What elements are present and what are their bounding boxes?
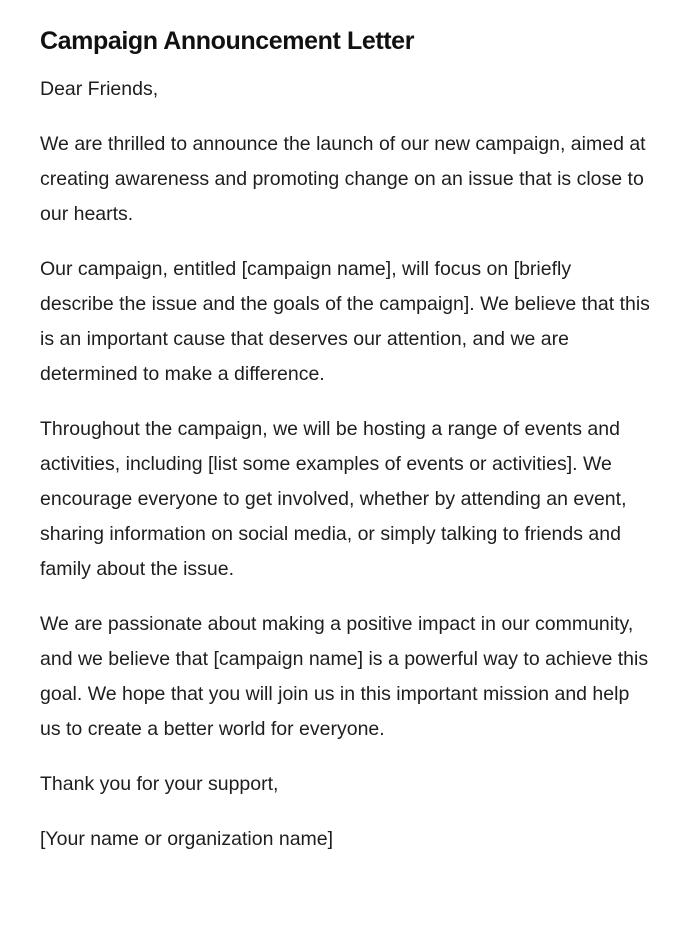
letter-document	[40, 24, 650, 877]
paragraph-mission: We are passionate about making a positive impact in our community, and we believe that [campaign name] is a powerful way to achieve this goal. We hope that you will join us in this important mission and help us to create a better world for everyone.	[40, 613, 649, 740]
signature: [Your name or organization name]	[40, 828, 334, 850]
paragraph-events: Throughout the campaign, we will be hosting a range of events and activities, including [list some examples of events or activities]. We encourage everyone to get involved, whether by attending an event, sharing information on social media, or simply talking to friends and family about the issue.	[40, 418, 627, 580]
document-title: Campaign Announcement Letter	[40, 27, 415, 55]
salutation: Dear Friends,	[40, 78, 159, 100]
closing: Thank you for your support,	[40, 773, 279, 795]
paragraph-intro: We are thrilled to announce the launch of our new campaign, aimed at creating awareness and promoting change on an issue that is close to our hearts.	[40, 133, 646, 225]
paragraph-campaign-focus: Our campaign, entitled [campaign name], will focus on [briefly describe the issue and the goals of the campaign]. We believe that this is an important cause that deserves our attention, and we are determined to make a difference.	[40, 258, 650, 385]
